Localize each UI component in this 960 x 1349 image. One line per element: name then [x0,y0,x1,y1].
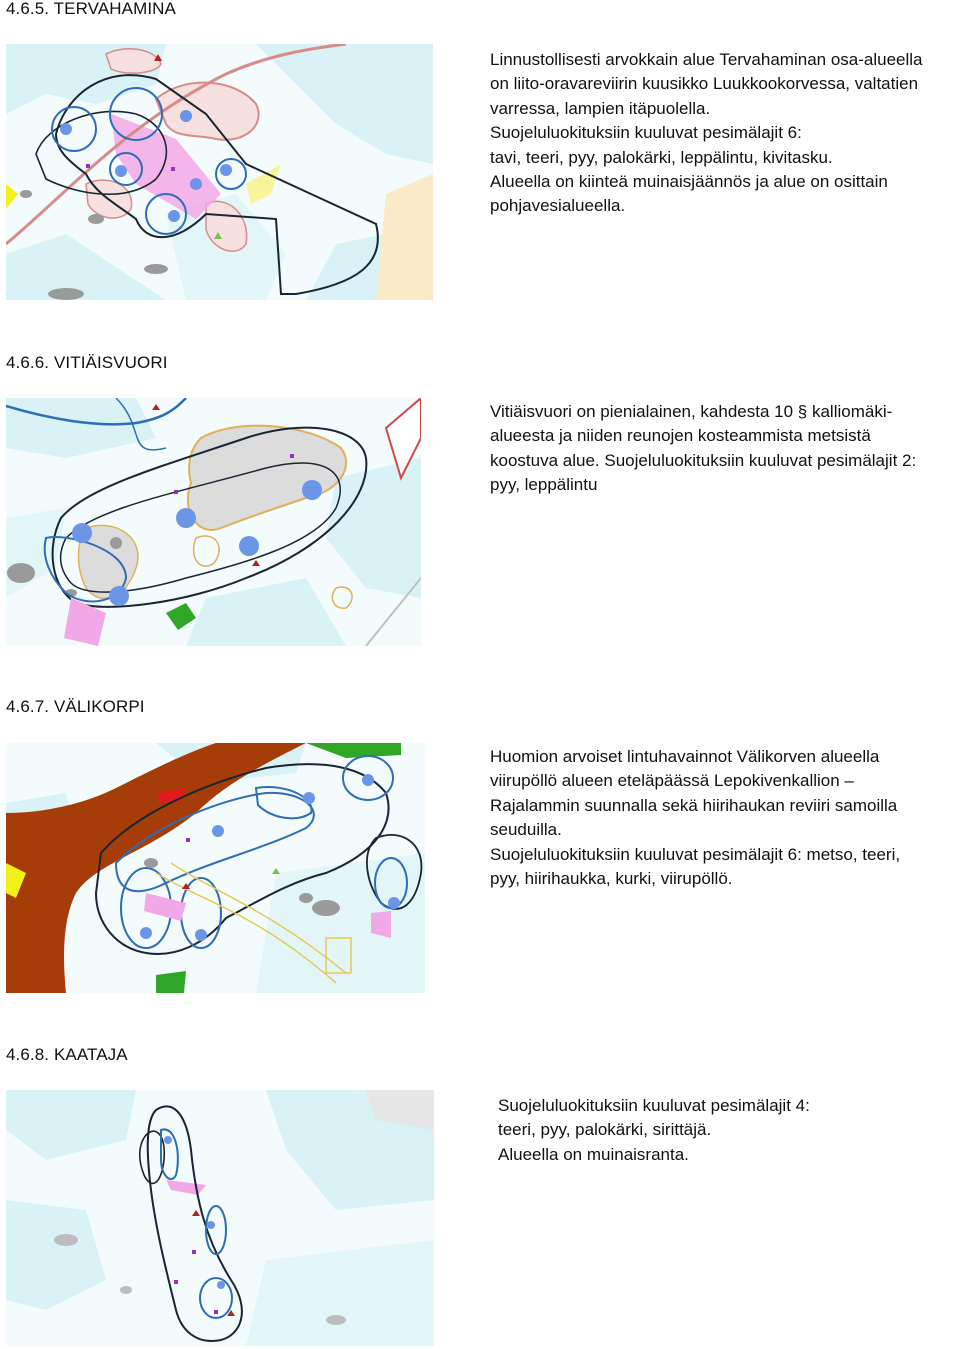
text-line: Rajalammin suunnalla sekä hiirihaukan reviiri samoilla [490,795,898,815]
map-valikorpi [6,743,425,993]
text-line: Huomion arvoiset lintuhavainnot Välikorven alueella [490,747,880,766]
text-line: viirupöllö alueen eteläpäässä Lepokivenkallion – [490,771,854,791]
section-text-valikorpi [490,745,960,891]
text-line: Suojeluluokituksiin kuuluvat pesimälajit 4: [498,1096,810,1115]
text-line: seuduilla. [490,820,562,840]
section-text-kaataja [498,1094,958,1167]
text-line: Linnustollisesti arvokkain alue Tervahaminan osa-alueella [490,50,923,69]
text-line: Vitiäisvuori on pienialainen, kahdesta 10 § kalliomäki- [490,402,893,421]
text-line: alueesta ja niiden reunojen kosteammista metsistä [490,426,871,446]
section-heading-kaataja: 4.6.8. KAATAJA [6,1045,128,1064]
text-line: pyy, leppälintu [490,475,598,495]
section-text-tervahamina [490,48,960,219]
text-line: varressa, lampien itäpuolella. [490,98,711,118]
map-vitiaisvuori [6,398,421,646]
text-line: pyy, hiirihaukka, kurki, viirupöllö. [490,869,733,889]
text-line: Alueella on kiinteä muinaisjäännös ja alue on osittain [490,172,888,192]
text-line: on liito-oravareviirin kuusikko Luukkookorvessa, valtatien [490,74,919,94]
text-line: tavi, teeri, pyy, palokärki, leppälintu, kivitasku. [490,147,833,167]
text-line: Suojeluluokituksiin kuuluvat pesimälajit 6: [490,123,802,143]
text-line: Alueella on muinaisranta. [498,1144,689,1164]
section-text-vitiaisvuori [490,400,960,498]
map-kaataja [6,1090,434,1346]
text-line: teeri, pyy, palokärki, sirittäjä. [498,1120,712,1140]
text-line: pohjavesialueella. [490,196,626,216]
section-heading-vitiaisvuori: 4.6.6. VITIÄISVUORI [6,353,168,372]
text-line: koostuva alue. Suojeluluokituksiin kuuluvat pesimälajit 2: [490,450,917,470]
section-heading-tervahamina: 4.6.5. TERVAHAMINA [6,0,176,18]
text-line: Suojeluluokituksiin kuuluvat pesimälajit 6: metso, teeri, [490,844,901,864]
section-heading-valikorpi: 4.6.7. VÄLIKORPI [6,697,145,716]
map-tervahamina [6,44,433,300]
